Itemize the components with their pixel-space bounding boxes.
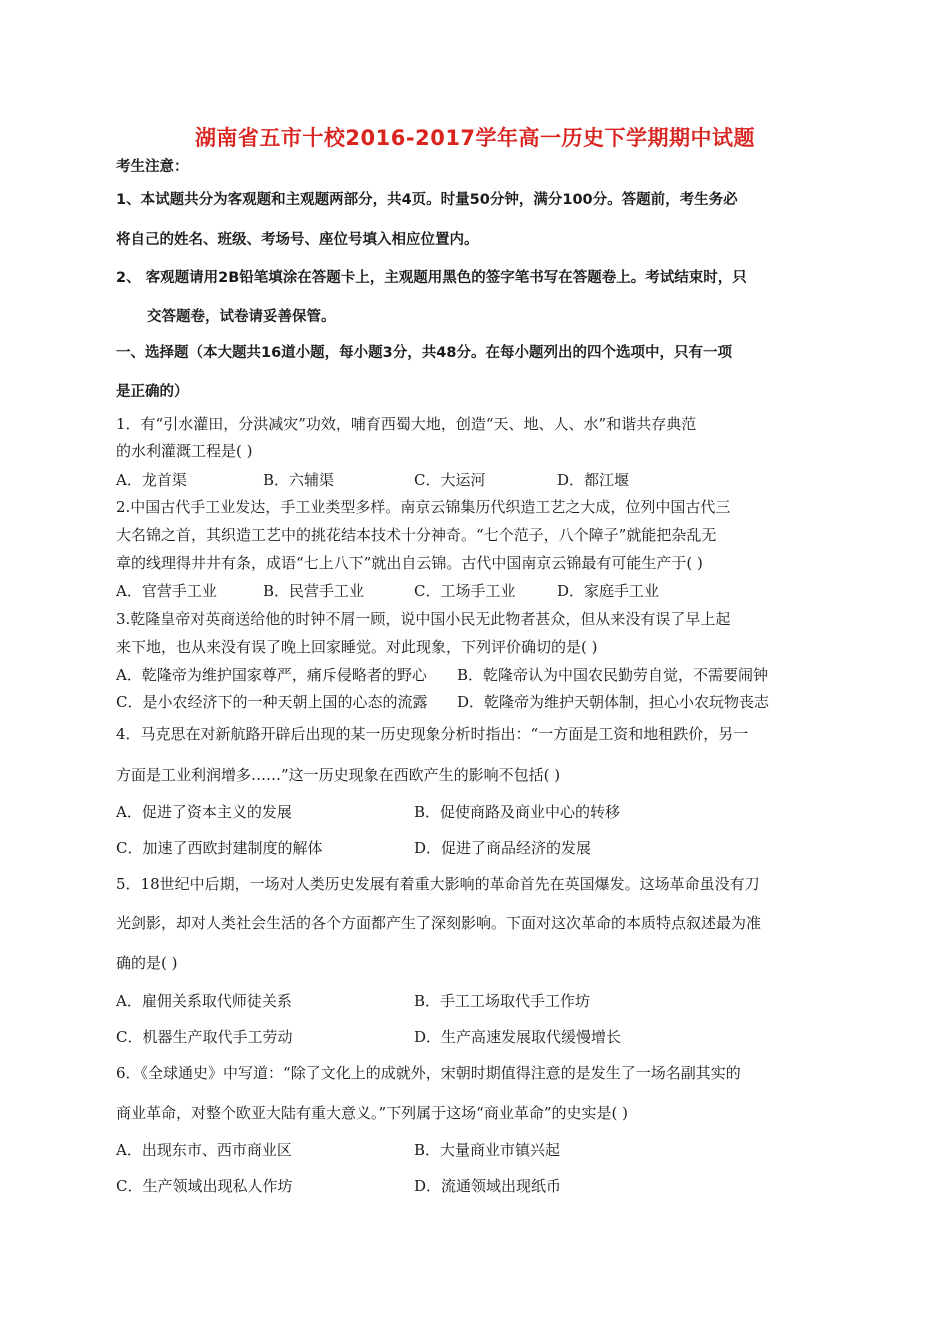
notice-heading: 考生注意： [116, 159, 189, 175]
question-2-option-a: A．官营手工业 [116, 582, 217, 600]
question-3-line-2: 来下地，也从来没有误了晚上回家睡觉。对此现象，下列评价确切的是( ) [116, 638, 598, 656]
notice-item-2-line-2: 交答题卷，试卷请妥善保管。 [147, 309, 336, 325]
question-2-option-c: C．工场手工业 [414, 582, 516, 600]
section-heading-line-1: 一、选择题（本大题共16道小题，每小题3分，共48分。在每小题列出的四个选项中，只有一项 [116, 345, 732, 361]
question-2-line-1: 2.中国古代手工业发达，手工业类型多样。南京云锦集历代织造工艺之大成，位列中国古代三 [116, 498, 731, 516]
notice-item-1-line-2: 将自己的姓名、班级、考场号、座位号填入相应位置内。 [116, 232, 479, 248]
exam-title: 湖南省五市十校2016-2017学年高一历史下学期期中试题 [194, 126, 756, 150]
question-1-option-a: A．龙首渠 [116, 471, 187, 489]
question-3-option-d: D．乾隆帝为维护天朝体制，担心小农玩物丧志 [457, 693, 770, 711]
question-4-line-2: 方面是工业利润增多……”这一历史现象在西欧产生的影响不包括( ) [116, 766, 561, 784]
question-6-line-1: 6．《全球通史》中写道：“除了文化上的成就外，宋朝时期值得注意的是发生了一场名副其实的 [116, 1064, 741, 1082]
question-1-option-b: B．六辅渠 [263, 471, 335, 489]
question-5-option-c: C．机器生产取代手工劳动 [116, 1028, 293, 1046]
question-5-line-1: 5．18世纪中后期，一场对人类历史发展有着重大影响的革命首先在英国爆发。这场革命虽没有刀 [116, 875, 760, 893]
question-2-line-3: 章的线理得井井有条，成语“七上八下”就出自云锦。古代中国南京云锦最有可能生产于( ) [116, 554, 703, 572]
question-3-line-1: 3.乾隆皇帝对英商送给他的时钟不屑一顾，说中国小民无此物者甚众，但从来没有误了早上起 [116, 610, 731, 628]
question-1-option-c: C．大运河 [414, 471, 486, 489]
question-4-option-a: A．促进了资本主义的发展 [116, 803, 292, 821]
notice-item-1-line-1: 1、本试题共分为客观题和主观题两部分，共4页。时量50分钟，满分100分。答题前，考生务必 [116, 192, 738, 208]
question-2-option-b: B．民营手工业 [263, 582, 365, 600]
question-3-option-c: C．是小农经济下的一种天朝上国的心态的流露 [116, 693, 428, 711]
question-2-line-2: 大名锦之首，其织造工艺中的挑花结本技术十分神奇。“七个范子，八个障子”就能把杂乱无 [116, 526, 717, 544]
question-6-option-d: D．流通领域出现纸币 [414, 1177, 562, 1195]
question-1-line-2: 的水利灌溉工程是( ) [116, 442, 253, 460]
question-5-line-2: 光剑影，却对人类社会生活的各个方面都产生了深刻影响。下面对这次革命的本质特点叙述最为准 [116, 914, 762, 932]
question-4-option-b: B．促使商路及商业中心的转移 [414, 803, 621, 821]
question-6-option-a: A．出现东市、西市商业区 [116, 1141, 292, 1159]
section-heading-line-2: 是正确的） [116, 384, 189, 400]
question-4-option-c: C．加速了西欧封建制度的解体 [116, 839, 323, 857]
question-3-option-b: B．乾隆帝认为中国农民勤劳自觉，不需要闹钟 [457, 666, 769, 684]
question-3-option-a: A．乾隆帝为维护国家尊严，痛斥侵略者的野心 [116, 666, 427, 684]
question-4-option-d: D．促进了商品经济的发展 [414, 839, 592, 857]
question-1-line-1: 1．有“引水灌田，分洪减灾”功效，哺育西蜀大地，创造“天、地、人、水”和谐共存典范 [116, 415, 697, 433]
notice-item-2-line-1: 2、 客观题请用2B铅笔填涂在答题卡上，主观题用黑色的签字笔书写在答题卷上。考试结束时，只 [116, 270, 747, 286]
question-6-option-b: B．大量商业市镇兴起 [414, 1141, 561, 1159]
question-5-option-a: A．雇佣关系取代师徒关系 [116, 992, 292, 1010]
question-1-option-d: D．都江堰 [557, 471, 630, 489]
question-2-option-d: D．家庭手工业 [557, 582, 660, 600]
question-4-line-1: 4．马克思在对新航路开辟后出现的某一历史现象分析时指出：“一方面是工资和地租跌价，另一 [116, 725, 749, 743]
question-6-option-c: C．生产领域出现私人作坊 [116, 1177, 293, 1195]
question-5-option-d: D．生产高速发展取代缓慢增长 [414, 1028, 622, 1046]
question-5-option-b: B．手工工场取代手工作坊 [414, 992, 591, 1010]
question-6-line-2: 商业革命，对整个欧亚大陆有重大意义。”下列属于这场“商业革命”的史实是( ) [116, 1104, 628, 1122]
question-5-line-3: 确的是( ) [116, 954, 178, 972]
